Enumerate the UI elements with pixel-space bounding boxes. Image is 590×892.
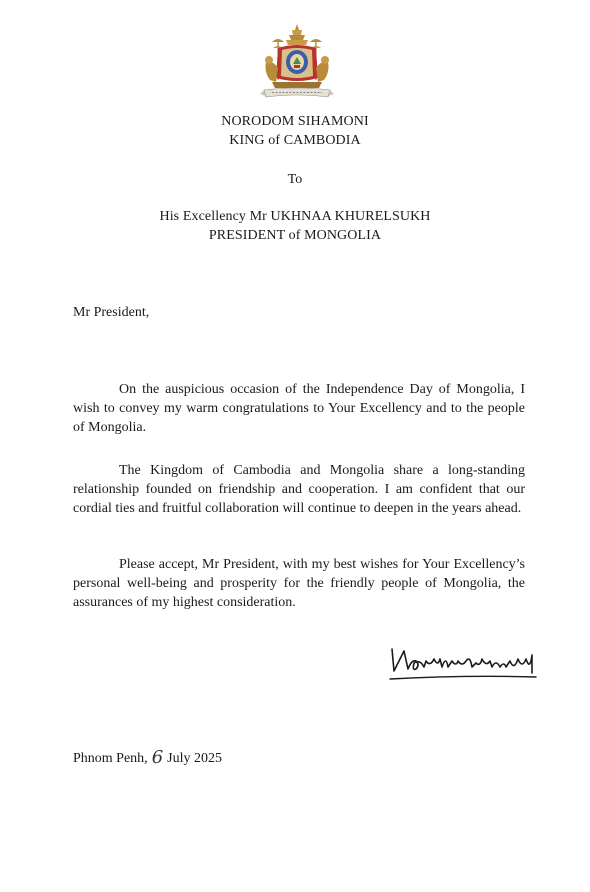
body-paragraph-3: Please accept, Mr President, with my best wishes for Your Excellency’s personal well-being and prosperity for the friendly people of Mongolia, the assurances of my highest consideration. bbox=[73, 557, 525, 610]
salutation: Mr President, bbox=[73, 305, 150, 320]
place-and-date bbox=[73, 746, 222, 767]
addressee-prefix: To bbox=[287, 172, 303, 187]
recipient-title: PRESIDENT of MONGOLIA bbox=[208, 228, 382, 243]
royal-coat-of-arms-icon bbox=[258, 22, 336, 106]
handwritten-signature-icon bbox=[386, 637, 546, 687]
body-paragraph-1: On the auspicious occasion of the Independence Day of Mongolia, I wish to convey my warm congratulations to Your Excellency and to the people of Mongolia. bbox=[73, 382, 525, 435]
month-year: July 2025 bbox=[167, 751, 222, 766]
sender-title: KING of CAMBODIA bbox=[229, 133, 361, 148]
body-paragraph-2: The Kingdom of Cambodia and Mongolia share a long-standing relationship founded on friendship and cooperation. I am confident that our cordial ties and fruitful collaboration will continue to deepen in the years ahead. bbox=[73, 463, 525, 516]
recipient-name: His Excellency Mr UKHNAA KHURELSUKH bbox=[159, 209, 431, 224]
handwritten-day: 6 bbox=[151, 747, 164, 768]
sender-name: NORODOM SIHAMONI bbox=[221, 114, 369, 129]
place: Phnom Penh, bbox=[73, 751, 148, 766]
